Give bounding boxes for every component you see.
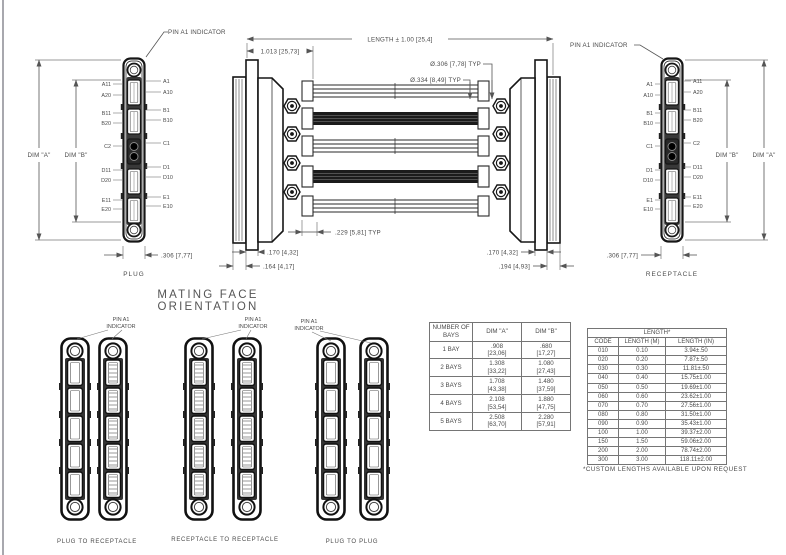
mating-face-section: [57, 317, 390, 545]
dim-value: 2.280: [538, 414, 554, 421]
table-cell: 0.60: [619, 392, 666, 401]
mating-strip-receptacle: [183, 339, 215, 520]
table-cell: 080: [588, 410, 619, 419]
column-header: DIM "A": [473, 323, 522, 342]
assembly-side-view: [219, 37, 574, 271]
table-row: [430, 359, 571, 377]
plug-caption: PLUG: [123, 271, 145, 278]
pin-label: D10: [163, 175, 173, 181]
pin-a1-indicator-label: INDICATOR: [294, 326, 324, 332]
table-cell: [522, 377, 571, 395]
end-offset-dim-label: 1.013 [25,73]: [260, 48, 300, 56]
table-cell: 100: [588, 429, 619, 438]
pin-label: E1: [163, 195, 170, 201]
bays-dimension-table: [429, 322, 571, 431]
table-row: [588, 383, 727, 392]
mating-caption: PLUG TO RECEPTACLE: [57, 539, 137, 545]
table-cell: [473, 341, 522, 359]
table-row: [588, 456, 727, 465]
pin-label: A10: [643, 93, 653, 99]
pin-label: E11: [693, 195, 703, 201]
dim-metric: [43,38]: [487, 385, 507, 393]
column-header: CODE: [588, 338, 619, 347]
dim-metric: [33,22]: [487, 367, 507, 375]
table-cell: 118.11±2.00: [666, 456, 727, 465]
table-cell: 39.37±2.00: [666, 429, 727, 438]
table-row: [588, 429, 727, 438]
table-row: [430, 395, 571, 413]
pin-label: D1: [646, 168, 653, 174]
right-flange-dim-label: .170 [4,32]: [486, 249, 518, 257]
table-cell: 59.06±2.00: [666, 438, 727, 447]
mating-caption: RECEPTACLE TO RECEPTACLE: [171, 537, 279, 543]
table-row: [588, 401, 727, 410]
table-cell: 200: [588, 447, 619, 456]
table-cell: 0.40: [619, 374, 666, 383]
table-cell: 23.62±1.00: [666, 392, 727, 401]
pin-label: A10: [163, 90, 173, 96]
table-cell: 0.30: [619, 365, 666, 374]
pin-label: C2: [104, 144, 111, 150]
cable-bundles: [302, 81, 489, 216]
table-cell: 040: [588, 374, 619, 383]
column-header: DIM "B": [522, 323, 571, 342]
pin-label: C1: [163, 141, 170, 147]
pin-a1-indicator-label: PIN A1 INDICATOR: [168, 29, 226, 36]
table-row: [588, 374, 727, 383]
dim-metric: [27,43]: [536, 367, 556, 375]
table-row: [588, 447, 727, 456]
table-row: [430, 341, 571, 359]
dim-metric: [37,59]: [536, 385, 556, 393]
dim-value: 2.508: [489, 414, 505, 421]
table-cell: 2.00: [619, 447, 666, 456]
dim-b-label: DIM "B": [64, 152, 88, 159]
pin-label: C2: [693, 141, 700, 147]
column-header: LENGTH (M): [619, 338, 666, 347]
pin-label: D10: [643, 178, 653, 184]
assembly-left-housing: [233, 60, 283, 250]
hex-nut-icon: [284, 185, 300, 199]
column-header: NUMBER OF BAYS: [430, 323, 473, 342]
table-row: [588, 365, 727, 374]
table-cell: 010: [588, 347, 619, 356]
dim-metric: [47,75]: [536, 403, 556, 411]
pin-label: B11: [693, 108, 703, 114]
dim-value: .908: [490, 342, 504, 350]
pin-a1-indicator-label: INDICATOR: [238, 324, 268, 330]
table-cell: 300: [588, 456, 619, 465]
table-cell: [473, 413, 522, 431]
table-cell: 0.10: [619, 347, 666, 356]
length-code-table: [587, 328, 727, 465]
table-cell: 3 BAYS: [430, 377, 473, 395]
table-cell: [522, 395, 571, 413]
dim-metric: [23,06]: [487, 349, 507, 357]
receptacle-width-dim: .306 [7,77]: [606, 252, 638, 260]
mating-strip-receptacle: [231, 339, 263, 520]
mating-caption: PLUG TO PLUG: [325, 539, 379, 545]
dim-value: 2.108: [489, 396, 505, 404]
column-header: LENGTH (IN): [666, 338, 727, 347]
length-dim-label: LENGTH ± 1.00 [25,4]: [367, 36, 433, 44]
table-cell: 0.70: [619, 401, 666, 410]
table-row: [588, 392, 727, 401]
pin-label: D11: [693, 165, 703, 171]
table-cell: 3.94±.50: [666, 347, 727, 356]
table-cell: 090: [588, 419, 619, 428]
table-cell: 27.56±1.00: [666, 401, 727, 410]
left-cap-dim-label: .164 [4,17]: [263, 263, 295, 271]
pin-label: B10: [643, 121, 653, 127]
table-cell: 1 BAY: [430, 341, 473, 359]
mating-strip-plug: [358, 339, 390, 520]
dim-a-label: DIM "A": [27, 152, 51, 159]
table-row: [588, 419, 727, 428]
receptacle-connector-face: [659, 59, 685, 242]
table-cell: 5 BAYS: [430, 413, 473, 431]
hex-nut-icon: [493, 185, 509, 199]
dim-metric: [53,54]: [487, 403, 507, 411]
table-cell: 78.74±2.00: [666, 447, 727, 456]
table-cell: 050: [588, 383, 619, 392]
hex-nut-icon: [493, 99, 509, 113]
table-title: LENGTH*: [588, 329, 727, 338]
pin-a1-indicator-label: PIN A1 INDICATOR: [570, 42, 628, 49]
mating-strip-receptacle: [97, 339, 129, 520]
table-cell: 0.20: [619, 356, 666, 365]
table-cell: 19.69±1.00: [666, 383, 727, 392]
hex-nut-icon: [284, 99, 300, 113]
assembly-right-housing: [510, 60, 560, 250]
table-row: [588, 438, 727, 447]
table-header-row: [588, 338, 727, 347]
table-cell: 030: [588, 365, 619, 374]
table-cell: 15.75±1.00: [666, 374, 727, 383]
pin-label: E1: [646, 198, 653, 204]
table-header-row: [430, 323, 571, 342]
pin-label: A1: [646, 82, 653, 88]
receptacle-face-view: [570, 42, 775, 278]
pin-label: B20: [101, 121, 111, 127]
dim-value: 1.308: [489, 360, 505, 368]
table-cell: [522, 413, 571, 431]
table-row: [430, 413, 571, 431]
table-row: [588, 410, 727, 419]
dim-b-label: DIM "B": [715, 152, 739, 159]
table-title-row: [588, 329, 727, 338]
dia-334-label: Ø.334 [8,49] TYP: [410, 77, 461, 84]
table-cell: 11.81±.50: [666, 365, 727, 374]
table-cell: 0.50: [619, 383, 666, 392]
table-cell: 1.00: [619, 429, 666, 438]
pin-label: D20: [693, 175, 703, 181]
hex-nut-icon: [493, 156, 509, 170]
pin-label: A20: [693, 90, 703, 96]
mating-strip-plug: [59, 339, 91, 520]
dim-metric: [57,91]: [536, 421, 556, 429]
table-cell: [522, 359, 571, 377]
pin-label: D11: [101, 168, 111, 174]
dim-value: 1.480: [538, 378, 554, 386]
table-cell: 0.80: [619, 410, 666, 419]
pin-label: B1: [646, 111, 653, 117]
hex-nut-icon: [284, 156, 300, 170]
hex-nut-icon: [284, 127, 300, 141]
plug-face-view: [28, 29, 226, 278]
pin-label: D1: [163, 165, 170, 171]
pin-label: B10: [163, 118, 173, 124]
pin-label: E20: [101, 207, 111, 213]
pin-label: D20: [101, 178, 111, 184]
mating-strip-plug: [315, 339, 347, 520]
pin-label: E10: [643, 207, 653, 213]
table-cell: [473, 377, 522, 395]
table-row: [430, 377, 571, 395]
dia-306-label: Ø.306 [7,78] TYP: [430, 61, 481, 68]
plug-width-dim: .306 [7,77]: [161, 252, 193, 260]
pin-label: E11: [101, 198, 111, 204]
table-cell: 0.90: [619, 419, 666, 428]
table-row: [588, 356, 727, 365]
hex-nut-icon: [493, 127, 509, 141]
pin-label: A1: [163, 79, 170, 85]
pin-label: A20: [101, 93, 111, 99]
table-cell: 150: [588, 438, 619, 447]
pin-a1-indicator-label: INDICATOR: [106, 324, 136, 330]
table-row: [588, 347, 727, 356]
pin-label: C1: [646, 144, 653, 150]
table-cell: 1.50: [619, 438, 666, 447]
table-cell: 31.50±1.00: [666, 410, 727, 419]
dim-value: 1.880: [538, 396, 554, 404]
pin-a1-indicator-label: PIN A1: [300, 319, 318, 325]
dim-value: .680: [539, 342, 553, 350]
pin-label: E10: [163, 204, 173, 210]
pin-a1-indicator-label: PIN A1: [112, 317, 130, 323]
mating-pin-labels: [106, 317, 323, 332]
receptacle-dim-lines: [634, 45, 764, 255]
pin-label: A11: [101, 82, 111, 88]
table-cell: 4 BAYS: [430, 395, 473, 413]
table-cell: 020: [588, 356, 619, 365]
table-cell: 35.43±1.00: [666, 419, 727, 428]
dim-value: 1.080: [538, 360, 554, 368]
plug-connector-face: [121, 59, 147, 242]
pin-label: B11: [101, 111, 111, 117]
table-cell: 2 BAYS: [430, 359, 473, 377]
table-cell: 3.00: [619, 456, 666, 465]
table-cell: [473, 395, 522, 413]
receptacle-caption: RECEPTACLE: [645, 271, 699, 278]
dim-metric: [63,70]: [487, 421, 507, 429]
pin-label: A11: [693, 79, 703, 85]
right-cap-dim-label: .194 [4,93]: [498, 263, 530, 271]
pin-a1-indicator-label: PIN A1: [244, 317, 262, 323]
dim-a-label: DIM "A": [752, 152, 776, 159]
dim-value: 1.708: [489, 378, 505, 386]
custom-length-footnote: *CUSTOM LENGTHS AVAILABLE UPON REQUEST: [583, 466, 748, 473]
clamp-dim-label: .229 [5,81] TYP: [335, 229, 381, 237]
table-cell: [522, 341, 571, 359]
table-cell: 060: [588, 392, 619, 401]
pin-label: E20: [693, 204, 703, 210]
table-cell: 7.87±.50: [666, 356, 727, 365]
pin-label: B1: [163, 108, 170, 114]
dim-metric: [17,27]: [536, 349, 556, 357]
table-cell: [473, 359, 522, 377]
mating-face-heading: MATING FACE ORIENTATION: [157, 289, 259, 313]
pin-label: B20: [693, 118, 703, 124]
left-flange-dim-label: .170 [4,32]: [267, 249, 299, 257]
table-cell: 070: [588, 401, 619, 410]
